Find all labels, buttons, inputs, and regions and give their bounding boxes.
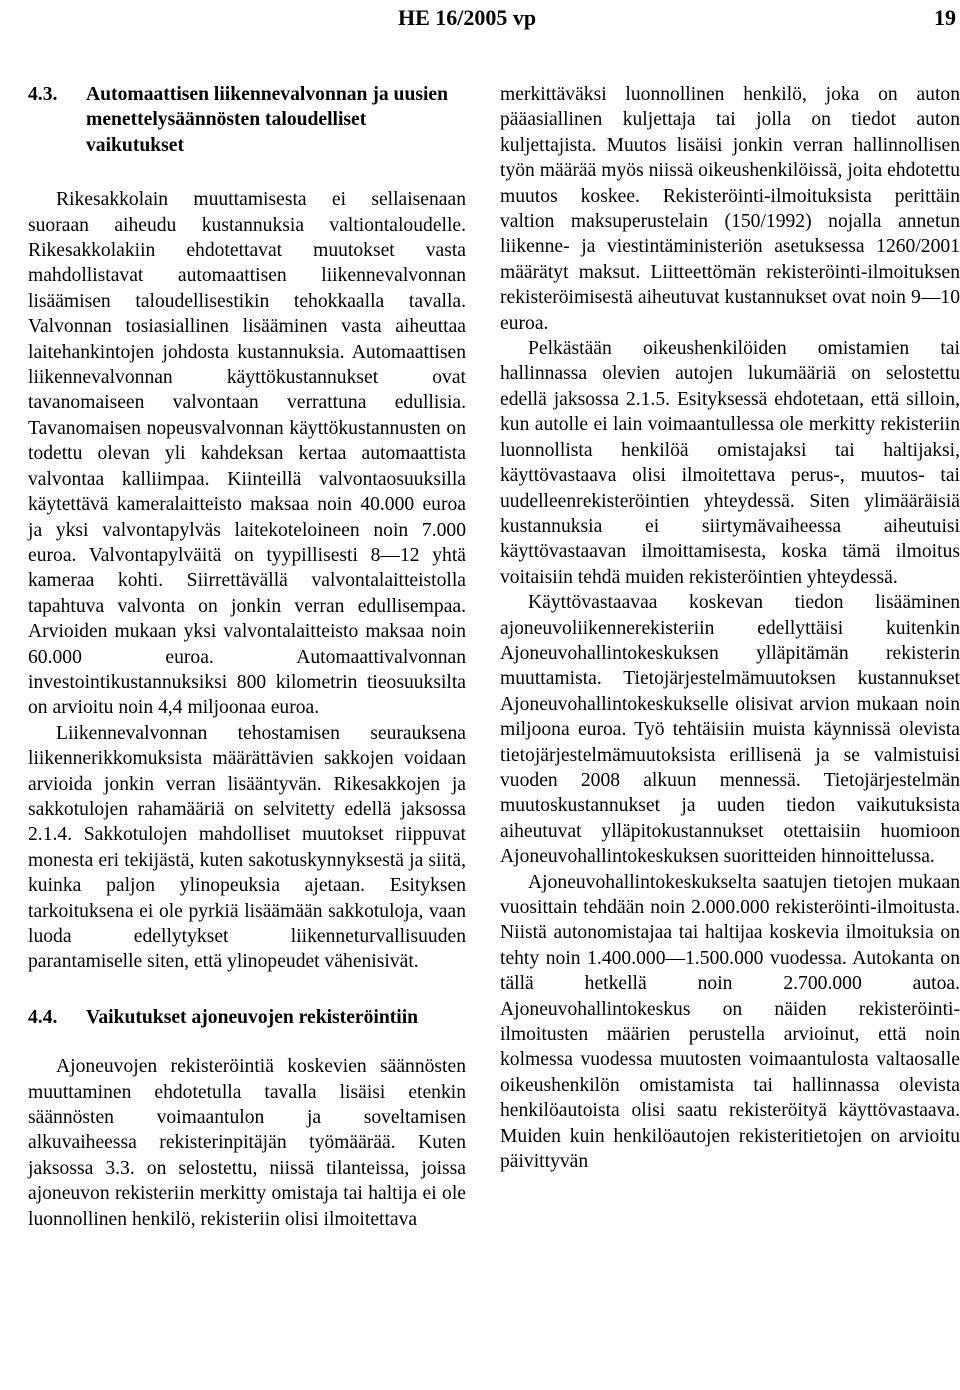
page-number: 19 (934, 5, 956, 30)
left-column (28, 82, 466, 1232)
paragraph: Pelkästään oikeushenkilöiden omistamien tai hallinnassa olevien autojen lukumääriä on selostettu edellä jaksossa 2.1.5. Esityksessä ehdotetaan, että silloin, kun autolle ei lain voimaantullessa ole merkitty rekisteriin luonnollista henkilöä omistajaksi tai haltijaksi, käyttövastaava olisi ilmoitettava perus-, muutos- tai uudelleenrekisteröintien yhteydessä. Siten ylimääräisiä kustannuksia ei siirtymävaiheessa aiheutuisi käyttövastaavan ilmoittamisesta, koska tämä ilmoitus voitaisiin tehdä muiden rekisteröintien yhteydessä. (500, 338, 960, 588)
section-heading-4-3 (28, 82, 466, 158)
paragraph: Ajoneuvojen rekisteröintiä koskevien säännösten muuttaminen ehdotetulla tavalla lisäisi etenkin säännösten voimaantulon ja soveltamisen alkuvaiheessa rekisterinpitäjän työmäärää. Kuten jaksossa 3.3. on selostettu, niissä tilanteissa, joissa ajoneuvon rekisteriin merkitty omistaja tai haltija ei ole luonnollinen henkilö, rekisteriin olisi ilmoitettava (28, 1056, 466, 1230)
document-id: HE 16/2005 vp (398, 5, 537, 30)
section-number: 4.4. (28, 1006, 58, 1028)
right-column (500, 82, 960, 1174)
section-title: Automaattisen liikennevalvonnan ja uusien menettelysäännösten taloudelliset vaikutukset (86, 84, 449, 156)
paragraph: Liikennevalvonnan tehostamisen seurauksena liikennerikkomuksista määrättävien sakkojen voidaan arvioida jonkin verran lisääntyvän. Rikesakkojen ja sakkotulojen rahamääriä on selvitetty edellä jaksossa 2.1.4. Sakkotulojen mahdolliset muutokset riippuvat monesta eri tekijästä, kuten sakotuskynnyksestä ja siitä, kuinka paljon ylinopeuksia ajetaan. Esityksen tarkoituksena ei ole pyrkiä lisäämään sakkotuloja, vaan luoda edellytykset liikenneturvallisuuden parantamiselle siten, että ylinopeudet vähenisivät. (28, 722, 466, 973)
section-number: 4.3. (28, 84, 58, 105)
section-title: Vaikutukset ajoneuvojen rekisteröintiin (86, 1006, 419, 1028)
page-header (0, 4, 960, 40)
paragraph: Ajoneuvohallintokeskukselta saatujen tietojen mukaan vuosittain tehdään noin 2.000.000 rekisteröinti-ilmoitusta. Niistä autonomistajaa tai haltijaa koskevia ilmoituksia on tehty noin 1.400.000—1.500.000 vuodessa. Autokanta on tällä hetkellä noin 2.700.000 autoa. Ajoneuvohallintokeskus on näiden rekisteröinti-ilmoitusten määrien perustella arvioinut, että noin kolmessa vuodessa muutosten voimaantulosta valtaosalle oikeushenkilön omistamista tai hallinnassa olevista henkilöautoista olisi saatu rekisteröityä käyttövastaava. Muiden kuin henkilöautojen rekisteritietojen on arvioitu päivittyvän (500, 871, 960, 1173)
paragraph: Rikesakkolain muuttamisesta ei sellaisenaan suoraan aiheudu kustannuksia valtiontaloudelle. Rikesakkolakiin ehdotettavat muutokset vasta mahdollistavat automaattisen liikennevalvonnan lisäämisen taloudellisestikin tehokkaalla tavalla. Valvonnan tosiasiallinen lisääminen vasta aiheuttaa laitehankintojen johdosta kustannuksia. Automaattisen liikennevalvonnan käyttökustannukset ovat tavanomaiseen valvontaan verrattuna edullisia. Tavanomaisen nopeusvalvonnan käyttökustannusten on todettu olevan yli kahdeksan kertaa automaattista valvontaa kalliimpaa. Kiinteillä valvontaosuuksilla käytettävä kameralaitteisto maksaa noin 40.000 euroa ja yksi valvontapylväs laitekoteloineen noin 7.000 euroa. Valvontapylväitä on tyypillisesti 8—12 yhtä kameraa kohti. Siirrettävällä valvontalaitteistolla tapahtuva valvonta on jonkin verran edullisempaa. Arvioiden mukaan yksi valvontalaitteisto maksaa noin 60.000 euroa. Automaattivalvonnan investointikustannuksiksi 800 kilometrin tieosuuksilta on arvioitu noin 4,4 miljoonaa euroa. (28, 189, 466, 719)
paragraph: Käyttövastaavaa koskevan tiedon lisääminen ajoneuvoliikennerekisteriin edellyttäisi kuitenkin Ajoneuvohallintokeskuksen ylläpitämän rekisterin muuttamista. Tietojärjestelmämuutoksen kustannukset Ajoneuvohallintokeskukselle olisivat arvion mukaan noin miljoona euroa. Työ tehtäisiin muista käynnissä olevista tietojärjestelmämuutoksista erillisenä ja se valmistuisi vuoden 2008 alkuun mennessä. Tietojärjestelmän muutoskustannukset ja uuden tiedon vaikutuksista aiheutuvat ylläpitokustannukset otettaisiin huomioon Ajoneuvohallintokeskuksen suoritteiden hinnoittelussa. (500, 592, 960, 868)
section-heading-4-4 (28, 1005, 466, 1030)
paragraph: merkittäväksi luonnollinen henkilö, joka on auton pääasiallinen kuljettaja tai jolla on tiedot auton kuljettajista. Muutos lisäisi jonkin verran hallinnollisen työn määrää myös niissä oikeushenkilöissä, joita ehdotettu muutos koskee. Rekisteröinti-ilmoituksista perittäin valtion maksuperustelain (150/1992) nojalla annetun liikenne- ja viestintäministeriön asetuksessa 1260/2001 määrätyt maksut. Liitteettömän rekisteröinti-ilmoituksen rekisteröimisestä aiheutuvat kustannukset ovat noin 9—10 euroa. (500, 84, 960, 334)
